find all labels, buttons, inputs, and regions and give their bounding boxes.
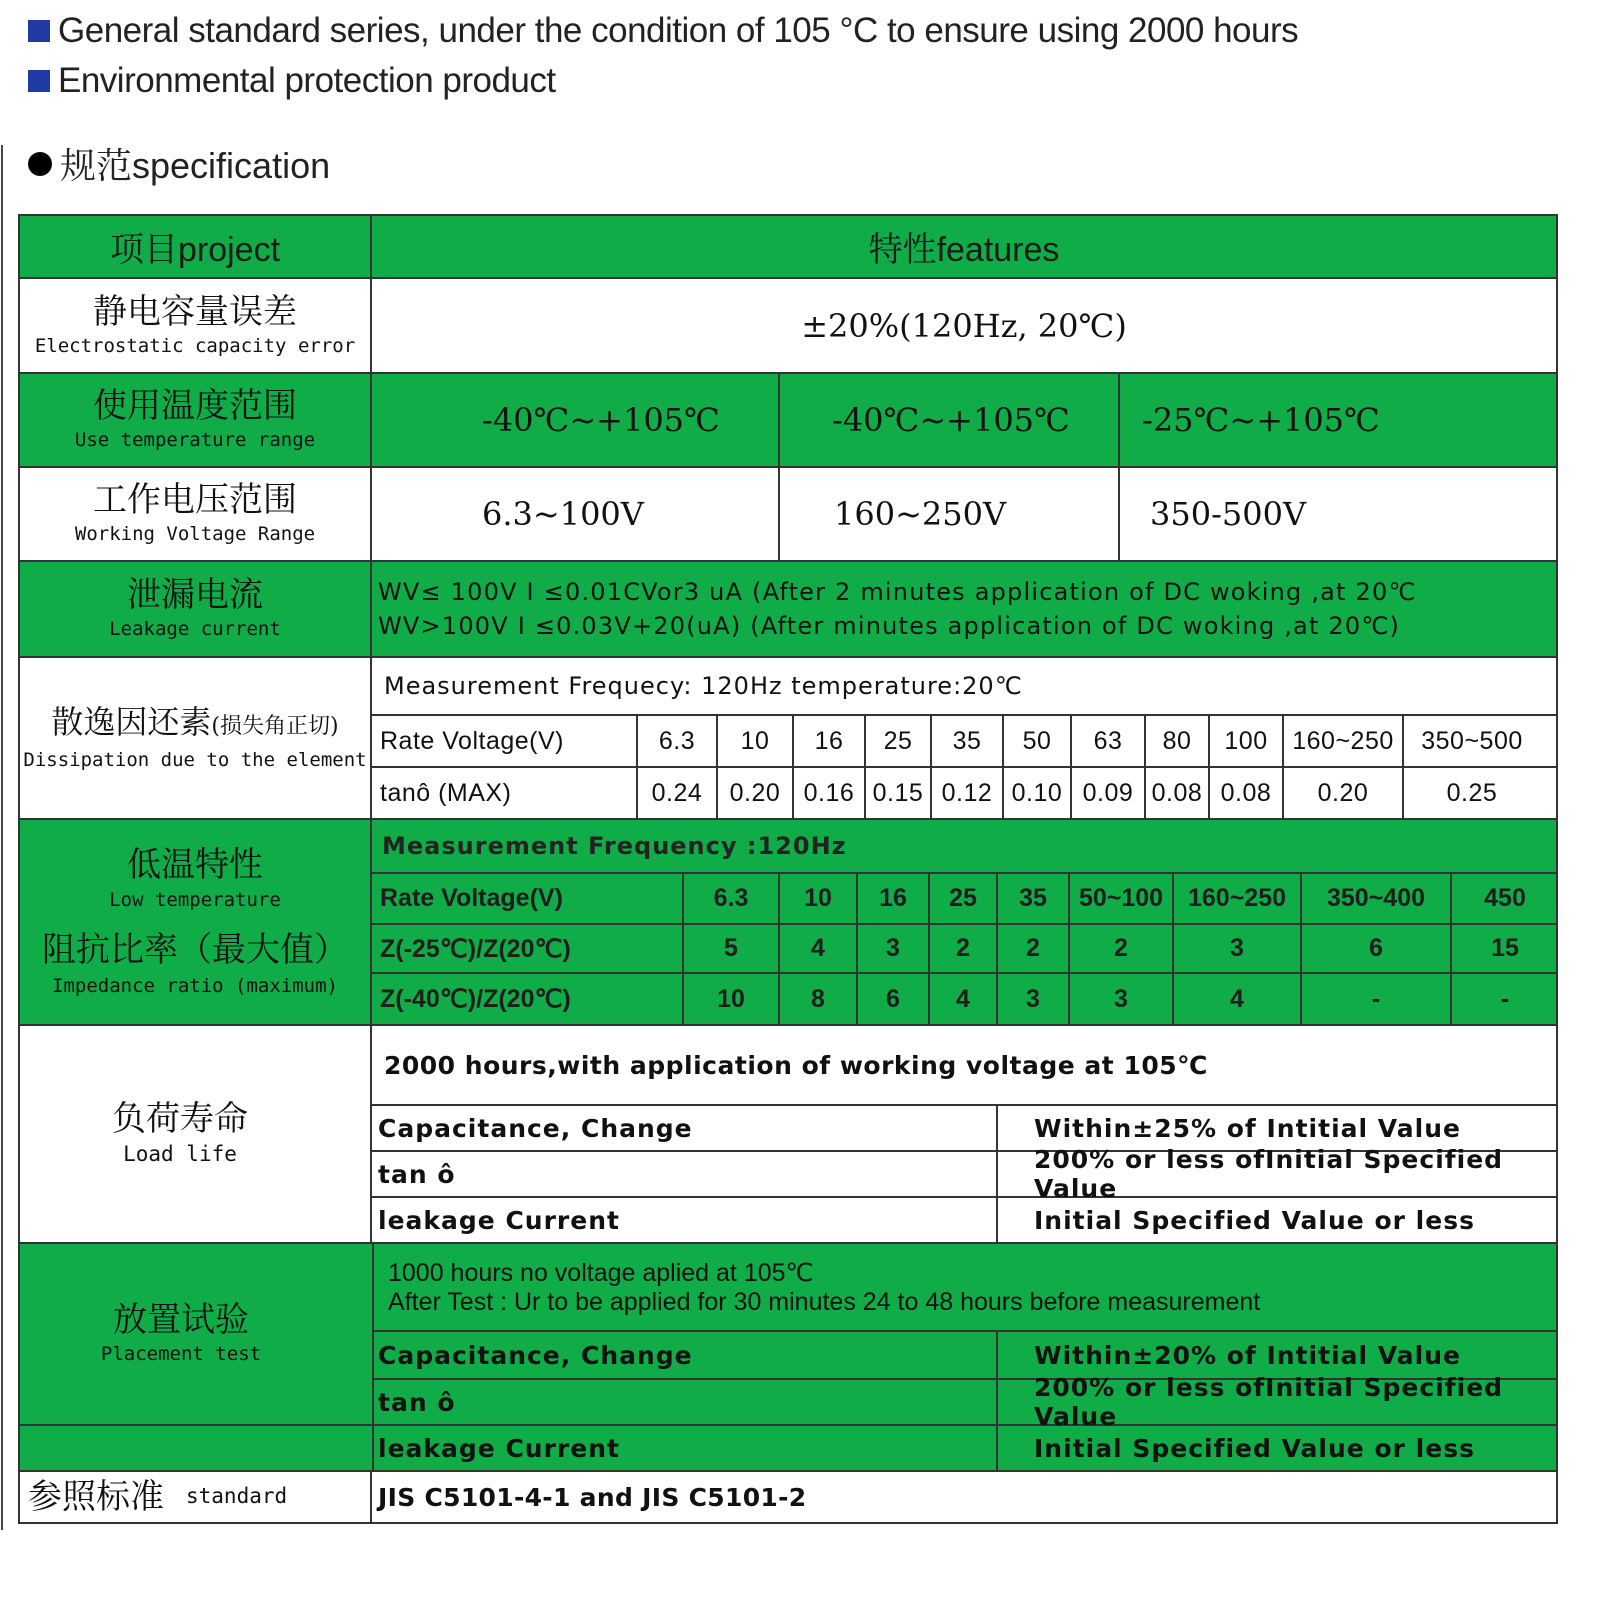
dissipation-voltage-value: 63 xyxy=(1093,726,1123,755)
lowtemp-en1: Low temperature xyxy=(109,889,281,912)
placement-label xyxy=(20,1244,372,1424)
capacity-label xyxy=(20,279,372,372)
placement-condition-1: 1000 hours no voltage aplied at 105℃ xyxy=(388,1258,814,1287)
standard-en: standard xyxy=(186,1484,288,1509)
divider xyxy=(996,1104,998,1242)
spec-heading-text: 规范specification xyxy=(60,145,331,186)
placement-value-1-text: Within±20% of Intitial Value xyxy=(1034,1340,1461,1370)
lowtemp-z40-cell xyxy=(780,974,856,1024)
temperature-value-1: -40℃~+105℃ xyxy=(482,401,720,439)
placement-value-1 xyxy=(1028,1332,1556,1378)
lowtemp-voltage-value: 50~100 xyxy=(1078,884,1164,912)
dissipation-voltage-cell xyxy=(1004,716,1070,766)
dissipation-voltage-cell xyxy=(1072,716,1144,766)
dissipation-tan-cell xyxy=(1004,768,1070,818)
lowtemp-z40-value: - xyxy=(1371,984,1381,1013)
placement-item-1 xyxy=(372,1332,992,1378)
standard-label xyxy=(20,1472,372,1522)
placement-cn: 放置试验 xyxy=(113,1300,249,1341)
header-row xyxy=(20,216,1556,277)
lowtemp-z40-value: 4 xyxy=(1230,984,1244,1013)
dissipation-voltage-value: 10 xyxy=(740,726,770,755)
placement-condition-2: After Test : Ur to be applied for 30 minutes 24 to 48 hours before measurement xyxy=(388,1287,1261,1316)
header-project xyxy=(20,216,372,277)
dissipation-voltage-value: 80 xyxy=(1162,726,1192,755)
temperature-cn: 使用温度范围 xyxy=(93,386,297,427)
lowtemp-z25-value: 2 xyxy=(1114,934,1128,962)
lowtemp-z40-cell xyxy=(930,974,996,1024)
lowtemp-voltage-cell xyxy=(684,874,778,923)
lowtemp-z40-cell xyxy=(998,974,1068,1024)
capacity-en: Electrostatic capacity error xyxy=(34,334,356,357)
loadlife-cn: 负荷寿命 xyxy=(112,1098,248,1139)
dissipation-voltage-value: 160~250 xyxy=(1292,726,1394,755)
loadlife-item-1 xyxy=(372,1106,992,1150)
dissipation-voltage-value: 50 xyxy=(1022,726,1052,755)
lowtemp-z25-value: 2 xyxy=(1026,934,1040,962)
dissipation-voltage-value: 25 xyxy=(883,726,913,755)
standard-value: JIS C5101-4-1 and JIS C5101-2 xyxy=(378,1482,807,1512)
lowtemp-voltage-cell xyxy=(1070,874,1172,923)
dissipation-voltage-cell xyxy=(932,716,1002,766)
placement-item-1-text: Capacitance, Change xyxy=(378,1340,693,1370)
capacity-cn: 静电容量误差 xyxy=(93,291,297,332)
loadlife-value-3-text: Initial Specified Value or less xyxy=(1034,1205,1475,1235)
lowtemp-voltage-cell xyxy=(1302,874,1450,923)
header-features xyxy=(372,216,1556,277)
voltage-cell-3 xyxy=(1120,468,1556,560)
placement-table xyxy=(372,1244,1556,1470)
lowtemp-z40-value: - xyxy=(1500,984,1510,1013)
dissipation-tan-value: 0.15 xyxy=(872,778,924,807)
lowtemp-z40-value: 8 xyxy=(811,984,825,1013)
lowtemp-z25-cell xyxy=(1452,925,1558,972)
low-temperature-label xyxy=(20,820,372,1024)
lowtemp-en2: Impedance ratio (maximum) xyxy=(52,974,338,997)
dissipation-tan-value: 0.08 xyxy=(1151,778,1203,807)
temperature-label xyxy=(20,374,372,466)
temperature-cell-3 xyxy=(1120,374,1556,466)
dissipation-label xyxy=(20,658,372,818)
voltage-en: Working Voltage Range xyxy=(74,523,316,546)
dissipation-row xyxy=(20,656,1556,818)
placement-item-2 xyxy=(372,1380,992,1424)
lowtemp-voltage-cell xyxy=(930,874,996,923)
lowtemp-z25-cell xyxy=(858,925,928,972)
capacity-value: ±20%(120Hz, 20℃) xyxy=(801,306,1127,345)
lowtemp-voltage-cell xyxy=(1174,874,1300,923)
voltage-row xyxy=(20,466,1556,560)
lowtemp-z40-cell xyxy=(1070,974,1172,1024)
dissipation-tan-value: 0.16 xyxy=(803,778,855,807)
dissipation-voltage-value: 16 xyxy=(814,726,844,755)
voltage-value-3: 350-500V xyxy=(1150,495,1307,533)
loadlife-value-2 xyxy=(1028,1145,1556,1203)
dissipation-voltage-label xyxy=(374,716,636,766)
loadlife-item-2 xyxy=(372,1152,992,1196)
dissipation-tan-cell xyxy=(1284,768,1402,818)
dissipation-tan-cell xyxy=(1072,768,1144,818)
lowtemp-z40-value: 3 xyxy=(1114,984,1128,1013)
lowtemp-z25-value: 2 xyxy=(956,934,970,962)
lowtemp-z40-value: 10 xyxy=(717,984,745,1013)
dissipation-tan-value: 0.25 xyxy=(1446,778,1498,807)
dissipation-voltage-label-text: Rate Voltage(V) xyxy=(380,726,564,755)
square-bullet-icon xyxy=(28,20,50,42)
dissipation-tan-cell xyxy=(1404,768,1540,818)
lowtemp-z25-value: 6 xyxy=(1369,934,1383,962)
voltage-cell-1 xyxy=(372,468,778,560)
lowtemp-voltage-value: 16 xyxy=(879,884,907,912)
dissipation-tan-cell xyxy=(1146,768,1208,818)
divider xyxy=(996,1330,998,1470)
divider xyxy=(20,1424,372,1426)
lowtemp-z25-cell xyxy=(1174,925,1300,972)
dissipation-voltage-cell xyxy=(718,716,792,766)
lowtemp-z25-value: 3 xyxy=(886,934,900,962)
dissipation-tan-value: 0.20 xyxy=(1317,778,1369,807)
dissipation-tan-cell xyxy=(866,768,930,818)
temperature-en: Use temperature range xyxy=(74,429,316,452)
loadlife-en: Load life xyxy=(123,1141,237,1166)
lowtemp-z25-value: 15 xyxy=(1491,934,1519,962)
lowtemp-z40-cell xyxy=(1452,974,1558,1024)
placement-conditions xyxy=(382,1244,1556,1330)
dissipation-tan-cell xyxy=(718,768,792,818)
dissipation-tan-value: 0.12 xyxy=(941,778,993,807)
dissipation-tan-cell xyxy=(794,768,864,818)
low-temperature-row xyxy=(20,818,1556,1024)
lowtemp-z25-cell xyxy=(998,925,1068,972)
lowtemp-z25-cell xyxy=(684,925,778,972)
lowtemp-voltage-cell xyxy=(1452,874,1558,923)
capacity-value-cell xyxy=(372,279,1556,372)
lowtemp-z25-label-text: Z(-25℃)/Z(20℃) xyxy=(380,934,571,963)
dissipation-table xyxy=(372,658,1556,818)
lowtemp-cn2: 阻抗比率（最大值） xyxy=(42,930,348,970)
dissipation-cn-small: (损失角正切) xyxy=(211,713,339,739)
placement-item-3 xyxy=(372,1426,992,1470)
standard-cn: 参照标准 xyxy=(28,1476,164,1517)
leakage-en: Leakage current xyxy=(109,618,281,641)
leakage-label xyxy=(20,562,372,656)
dissipation-voltage-cell xyxy=(794,716,864,766)
dissipation-tan-label-text: tanô (MAX) xyxy=(380,778,512,807)
intro-line-1 xyxy=(28,6,1568,56)
temperature-cell-2 xyxy=(780,374,1118,466)
dissipation-voltage-cell xyxy=(638,716,716,766)
leakage-line-2: WV>100V I ≤0.03V+20(uA) (After minutes application of DC woking ,at 20℃) xyxy=(378,612,1401,640)
lowtemp-cn1: 低温特性 xyxy=(127,844,263,885)
placement-value-2-text: 200% or less ofInitial Specified Value xyxy=(1034,1373,1504,1431)
dissipation-cn: 散逸因还素 xyxy=(51,702,212,741)
loadlife-item-2-text: tan ô xyxy=(378,1159,456,1189)
load-life-label xyxy=(20,1026,372,1242)
dissipation-voltage-value: 6.3 xyxy=(658,726,696,755)
intro-text-2: Environmental protection product xyxy=(58,61,556,100)
voltage-cn: 工作电压范围 xyxy=(93,480,297,521)
lowtemp-z40-value: 6 xyxy=(886,984,900,1013)
left-margin-rule xyxy=(1,145,3,1530)
dissipation-tan-value: 0.10 xyxy=(1011,778,1063,807)
dissipation-measurement xyxy=(378,658,1556,714)
lowtemp-z25-value: 5 xyxy=(724,934,738,962)
header-project-text: 项目project xyxy=(109,231,281,269)
lowtemp-voltage-cell xyxy=(858,874,928,923)
dissipation-voltage-cell xyxy=(1210,716,1282,766)
voltage-value-1: 6.3~100V xyxy=(482,495,644,533)
dissipation-voltage-cell xyxy=(1146,716,1208,766)
placement-value-3 xyxy=(1028,1426,1556,1470)
intro-text-1: General standard series, under the condition of 105 °C to ensure using 2000 hours xyxy=(58,11,1299,50)
voltage-value-2: 160~250V xyxy=(834,495,1007,533)
lowtemp-z40-cell xyxy=(858,974,928,1024)
lowtemp-z25-cell xyxy=(1070,925,1172,972)
temperature-value-2: -40℃~+105℃ xyxy=(832,401,1070,439)
lowtemp-z40-cell xyxy=(1302,974,1450,1024)
lowtemp-voltage-value: 160~250 xyxy=(1187,884,1287,912)
standard-value-cell xyxy=(372,1472,1556,1522)
lowtemp-z25-cell xyxy=(780,925,856,972)
placement-value-2 xyxy=(1028,1373,1556,1431)
dissipation-tan-label xyxy=(374,768,636,818)
dissipation-voltage-value: 100 xyxy=(1224,726,1268,755)
load-life-table xyxy=(372,1026,1556,1242)
lowtemp-measurement xyxy=(376,820,1556,872)
loadlife-condition-text: 2000 hours,with application of working voltage at 105℃ xyxy=(384,1050,1208,1080)
intro-bullets xyxy=(28,6,1568,106)
dissipation-tan-cell xyxy=(932,768,1002,818)
lowtemp-z40-cell xyxy=(1174,974,1300,1024)
loadlife-item-3-text: leakage Current xyxy=(378,1205,620,1235)
intro-line-2 xyxy=(28,56,1568,106)
lowtemp-z25-value: 4 xyxy=(811,934,825,962)
lowtemp-z40-label-text: Z(-40℃)/Z(20℃) xyxy=(380,985,571,1013)
specification-table xyxy=(18,214,1558,1524)
placement-item-2-text: tan ô xyxy=(378,1387,456,1417)
lowtemp-measurement-text: Measurement Frequency :120Hz xyxy=(382,832,847,860)
placement-test-row xyxy=(20,1242,1556,1470)
temperature-values xyxy=(372,374,1556,466)
loadlife-value-3 xyxy=(1028,1198,1556,1242)
lowtemp-z40-label xyxy=(374,974,682,1024)
leakage-cn: 泄漏电流 xyxy=(127,575,263,616)
load-life-row xyxy=(20,1024,1556,1242)
loadlife-item-1-text: Capacitance, Change xyxy=(378,1113,693,1143)
dissipation-en: Dissipation due to the element xyxy=(23,748,367,771)
lowtemp-z40-value: 4 xyxy=(956,984,970,1013)
loadlife-value-1-text: Within±25% of Intitial Value xyxy=(1034,1113,1461,1143)
lowtemp-z25-cell xyxy=(930,925,996,972)
dissipation-tan-value: 0.20 xyxy=(729,778,781,807)
lowtemp-voltage-cell xyxy=(780,874,856,923)
voltage-values xyxy=(372,468,1556,560)
loadlife-value-1 xyxy=(1028,1106,1556,1150)
low-temperature-table xyxy=(372,820,1556,1024)
voltage-label xyxy=(20,468,372,560)
capacity-row xyxy=(20,277,1556,372)
temperature-cell-1 xyxy=(372,374,778,466)
lowtemp-z25-value: 3 xyxy=(1230,934,1244,962)
lowtemp-z25-label xyxy=(374,925,682,972)
dissipation-tan-cell xyxy=(638,768,716,818)
dissipation-voltage-value: 35 xyxy=(952,726,982,755)
lowtemp-z40-cell xyxy=(684,974,778,1024)
leakage-values xyxy=(372,562,1556,656)
lowtemp-voltage-cell xyxy=(998,874,1068,923)
lowtemp-voltage-label-text: Rate Voltage(V) xyxy=(380,884,563,912)
standard-row xyxy=(20,1470,1556,1522)
dissipation-measurement-text: Measurement Frequecy: 120Hz temperature:20℃ xyxy=(384,672,1023,700)
placement-item-3-text: leakage Current xyxy=(378,1433,620,1463)
lowtemp-voltage-value: 450 xyxy=(1484,884,1526,912)
lowtemp-voltage-value: 350~400 xyxy=(1326,884,1426,912)
placement-value-3-text: Initial Specified Value or less xyxy=(1034,1433,1475,1463)
header-features-text: 特性features xyxy=(868,231,1060,269)
loadlife-condition xyxy=(378,1026,1556,1104)
temperature-row xyxy=(20,372,1556,466)
lowtemp-z40-value: 3 xyxy=(1026,984,1040,1013)
dissipation-voltage-cell xyxy=(1404,716,1540,766)
lowtemp-voltage-value: 10 xyxy=(804,884,832,912)
dissipation-tan-cell xyxy=(1210,768,1282,818)
lowtemp-voltage-label xyxy=(374,874,682,923)
spec-heading xyxy=(28,138,330,189)
dissipation-tan-value: 0.24 xyxy=(651,778,703,807)
leakage-line-1: WV≤ 100V I ≤0.01CVor3 uA (After 2 minutes application of DC woking ,at 20℃ xyxy=(378,578,1417,606)
lowtemp-voltage-value: 25 xyxy=(949,884,977,912)
dissipation-voltage-cell xyxy=(1284,716,1402,766)
loadlife-value-2-text: 200% or less ofInitial Specified Value xyxy=(1034,1145,1504,1203)
lowtemp-z25-cell xyxy=(1302,925,1450,972)
placement-en: Placement test xyxy=(100,1343,262,1366)
voltage-cell-2 xyxy=(780,468,1118,560)
circle-bullet-icon xyxy=(28,152,52,176)
lowtemp-voltage-value: 6.3 xyxy=(713,884,749,912)
dissipation-tan-value: 0.09 xyxy=(1082,778,1134,807)
lowtemp-voltage-value: 35 xyxy=(1019,884,1047,912)
loadlife-item-3 xyxy=(372,1198,992,1242)
leakage-row xyxy=(20,560,1556,656)
dissipation-voltage-value: 350~500 xyxy=(1421,726,1523,755)
temperature-value-3: -25℃~+105℃ xyxy=(1142,401,1380,439)
dissipation-voltage-cell xyxy=(866,716,930,766)
dissipation-tan-value: 0.08 xyxy=(1220,778,1272,807)
square-bullet-icon xyxy=(28,70,50,92)
